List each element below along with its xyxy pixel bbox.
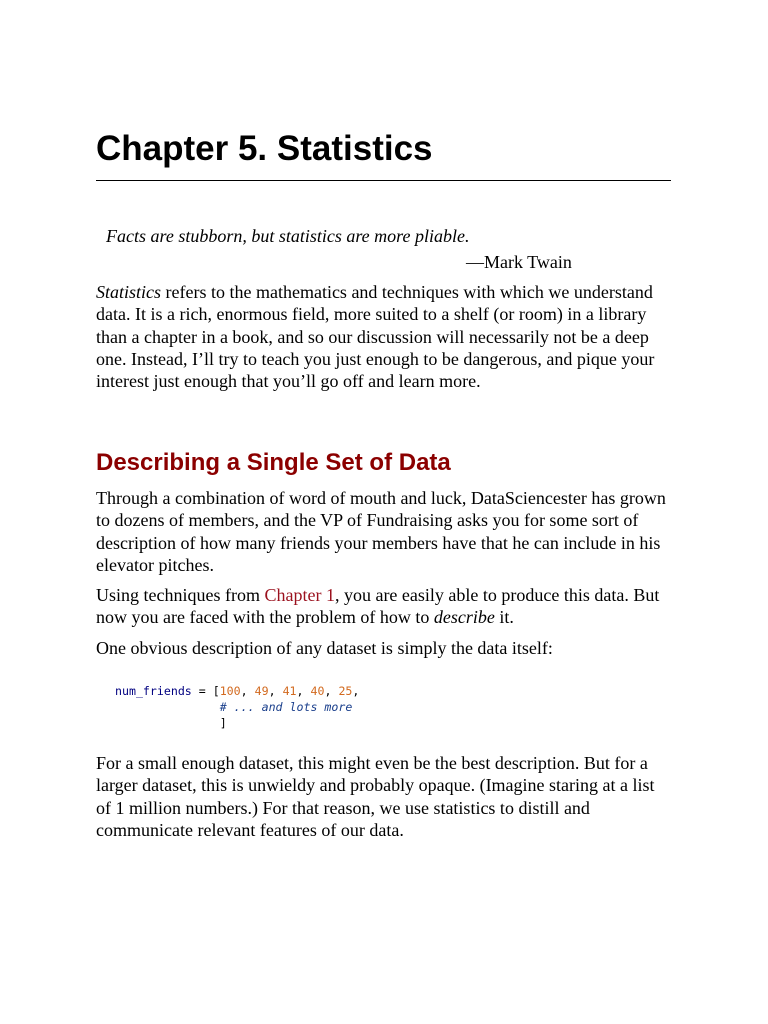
intro-lead-term: Statistics	[96, 282, 162, 302]
code-variable: num_friends	[115, 684, 192, 698]
section-paragraph-1: Through a combination of word of mouth and luck, DataSciencester has grown to dozens of members, and the VP of Fundraising asks you for some sort of description of how many friends your members have that he can include in his elevator pitches.	[96, 488, 666, 575]
intro-paragraph	[96, 281, 671, 392]
code-close-bracket: ]	[219, 716, 227, 730]
para2-text-middle: , you are easily able to produce this data. But now you are faced with the problem of how to	[96, 585, 660, 628]
section-paragraph-2	[96, 584, 671, 629]
section-paragraph-3: One obvious description of any dataset is simply the data itself:	[96, 638, 553, 658]
code-value: 25	[338, 684, 353, 698]
chapter-1-link[interactable]: Chapter 1	[264, 585, 335, 605]
title-divider	[96, 180, 671, 181]
section-heading: Describing a Single Set of Data	[96, 449, 451, 476]
epigraph-quote: Facts are stubborn, but statistics are more pliable.	[106, 226, 470, 246]
epigraph-attribution: —Mark Twain	[466, 252, 572, 272]
para2-text-before: Using techniques from	[96, 585, 265, 605]
para2-text-after: it.	[494, 607, 514, 628]
code-value: 40	[310, 684, 325, 698]
code-block: num_friends = [100, 49, 41, 40, 25, # ... and lots more ]	[115, 684, 360, 730]
para2-emphasis: describe	[433, 607, 495, 628]
intro-text: refers to the mathematics and techniques with which we understand data. It is a rich, enormous field, more suited to a shelf (or room) in a library than a chapter in a book, and so our discussion will necessarily not be a deep one. Instead, I’ll try to teach you just enough to be dangerous, and pique your interest just enough that you’ll go off and learn more.	[96, 282, 655, 392]
code-value: 41	[282, 684, 297, 698]
code-value: 49	[254, 684, 269, 698]
code-value: 100	[219, 684, 241, 698]
chapter-title: Chapter 5. Statistics	[96, 129, 433, 168]
code-comment: # ... and lots more	[219, 700, 353, 714]
section-paragraph-4: For a small enough dataset, this might even be the best description. But for a larger dataset, this is unwieldy and probably opaque. (Imagine staring at a list of 1 million numbers.) For that reason, we use statistics to distill and communicate relevant features of our data.	[96, 753, 655, 840]
code-assign: = [	[191, 684, 220, 698]
